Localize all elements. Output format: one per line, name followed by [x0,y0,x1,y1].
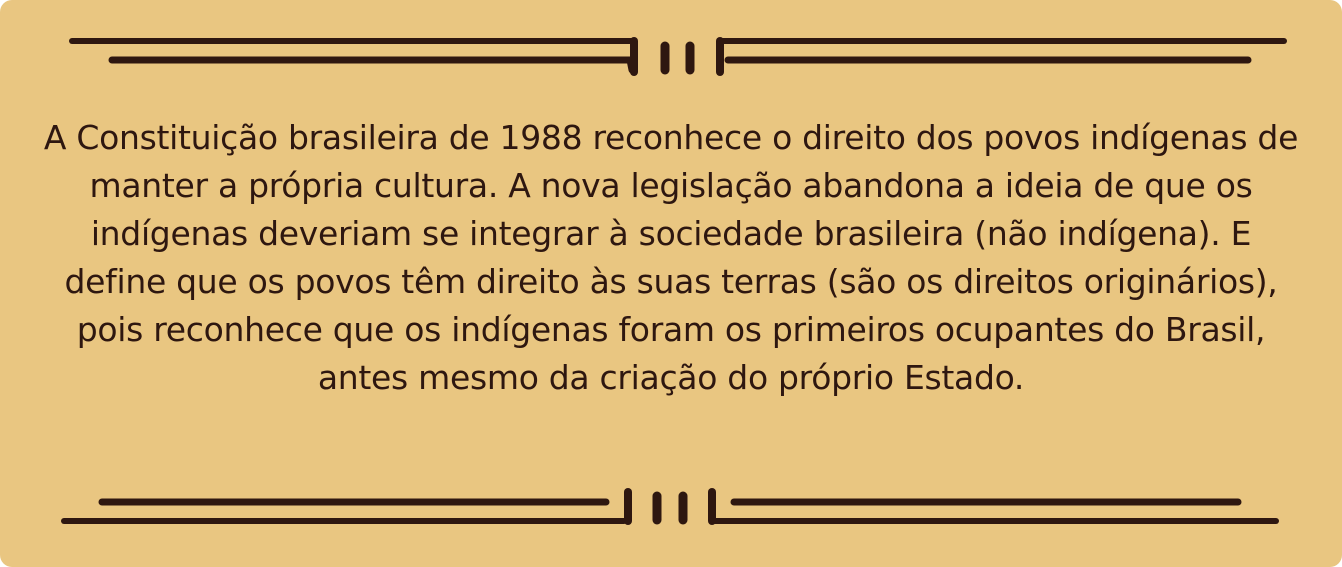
bottom-ornament [0,478,1342,548]
top-ornament [0,20,1342,90]
top-left-line-lower [112,60,632,70]
body-text: A Constituição brasileira de 1988 reconhece o direito dos povos indígenas de manter a própria cultura. A nova legislação abandona a ideia de que os indígenas deveriam se integrar à sociedade brasileira (não indígena). E define que os povos têm direito às suas terras (são os direitos originários), pois reconhece que os indígenas foram os primeiros ocupantes do Brasil, antes mesmo da criação do próprio Estado. [43,118,1299,397]
bottom-ornament-svg [0,478,1342,548]
top-ornament-svg [0,20,1342,90]
